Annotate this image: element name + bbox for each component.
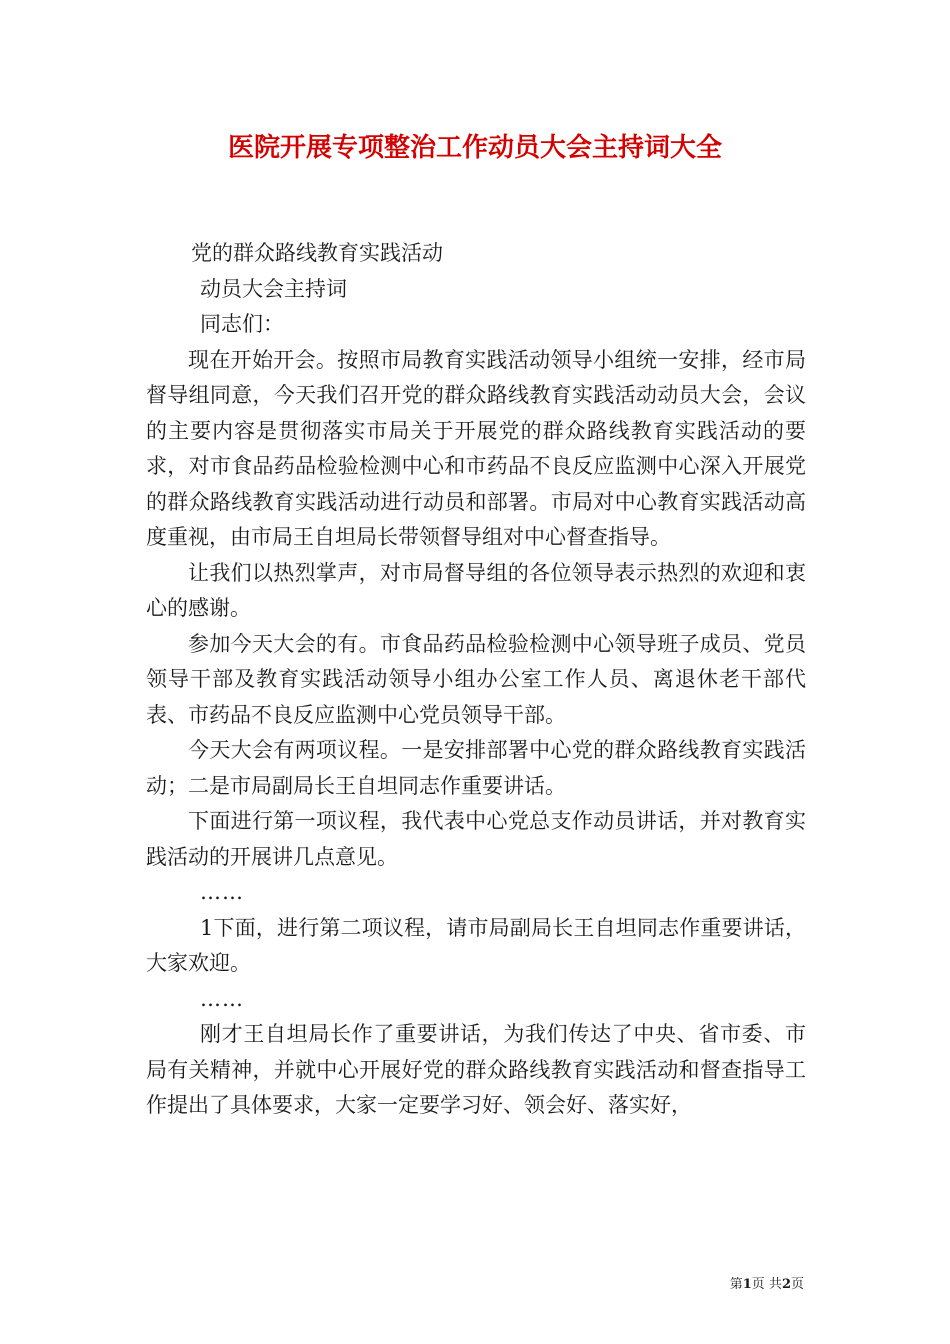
paragraph: 下面进行第一项议程，我代表中心党总支作动员讲话，并对教育实践活动的开展讲几点意见。 — [146, 809, 806, 869]
total-page-count: 2 — [781, 1277, 791, 1292]
document-body — [146, 236, 806, 1124]
footer-middle: 页 共 — [751, 1277, 782, 1292]
paragraph: 1下面，进行第二项议程，请市局副局长王自坦同志作重要讲话，大家欢迎。 — [146, 915, 806, 975]
paragraph: 今天大会有两项议程。一是安排部署中心党的群众路线教育实践活动；二是市局副局长王自坦同志作重要讲话。 — [146, 738, 806, 798]
paragraph: 参加今天大会的有。市食品药品检验检测中心领导班子成员、党员领导干部及教育实践活动领导小组办公室工作人员、离退休老干部代表、市药品不良反应监测中心党员领导干部。 — [146, 631, 806, 727]
footer-prefix: 第 — [729, 1277, 743, 1292]
paragraph-ellipsis: …… — [200, 986, 244, 1011]
document-title: 医院开展专项整治工作动员大会主持词大全 — [227, 133, 722, 163]
paragraph: 刚才王自坦局长作了重要讲话，为我们传达了中央、省市委、市局有关精神，并就中心开展好党的群众路线教育实践活动和督查指导工作提出了具体要求，大家一定要学习好、领会好、落实好， — [146, 1022, 806, 1117]
paragraph-salutation: 同志们： — [200, 312, 284, 336]
paragraph: 让我们以热烈掌声，对市局督导组的各位领导表示热烈的欢迎和衷心的感谢。 — [146, 560, 806, 620]
page-number-footer — [730, 1276, 804, 1294]
paragraph: 现在开始开会。按照市局教育实践活动领导小组统一安排，经市局督导组同意，今天我们召开党的群众路线教育实践活动动员大会，会议的主要内容是贯彻落实市局关于开展党的群众路线教育实践活动的要求，对市食品药品检验检测中心和市药品不良反应监测中心深入开展党的群众路线教育实践活动进行动员和部署。市局对中心教育实践活动高度重视，由市局王自坦局长带领督导组对中心督查指导。 — [146, 347, 806, 549]
current-page-number: 1 — [742, 1277, 752, 1292]
paragraph-ellipsis: …… — [200, 880, 244, 904]
footer-suffix: 页 — [790, 1277, 804, 1292]
paragraph-heading-2: 动员大会主持词 — [200, 276, 347, 301]
paragraph-heading-1: 党的群众路线教育实践活动 — [191, 241, 443, 265]
